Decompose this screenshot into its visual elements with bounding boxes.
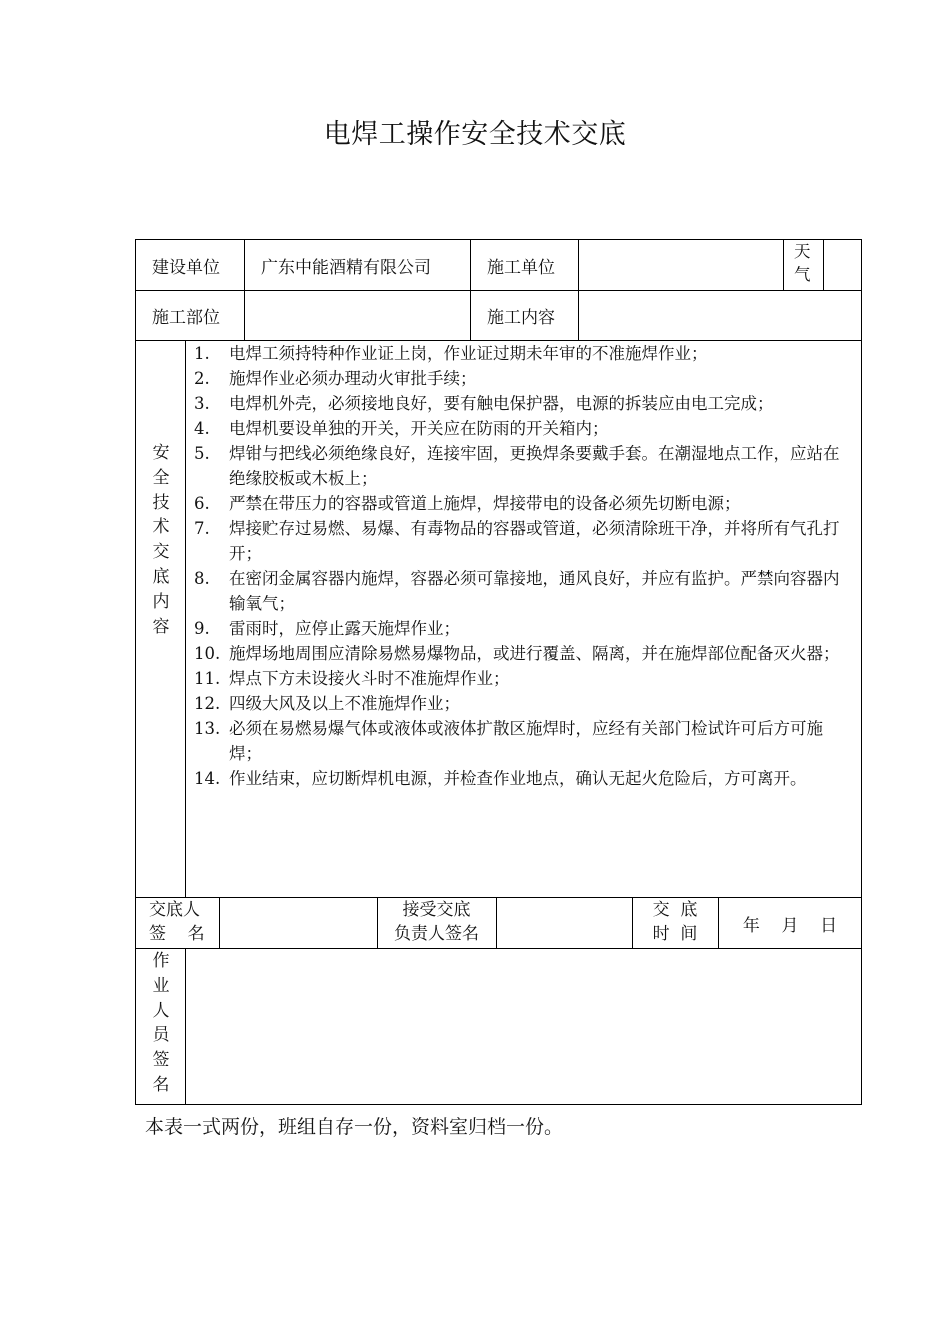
- column-divider: [185, 948, 186, 1105]
- safety-rule-number: 14.: [194, 769, 221, 788]
- safety-rule-text: 严禁在带压力的容器或管道上施焊，焊接带电的设备必须先切断电源；: [229, 494, 741, 513]
- safety-rules-list: [192, 341, 854, 791]
- safety-rule-text: 焊点下方未设接火斗时不准施焊作业；: [229, 669, 510, 688]
- footer-note: 本表一式两份，班组自存一份，资料室归档一份。: [145, 1116, 564, 1138]
- safety-rule-item: [192, 416, 854, 441]
- content-label-char: 安: [152, 443, 170, 463]
- workers-label-char: 名: [152, 1074, 170, 1095]
- safety-rule-number: 12.: [194, 694, 221, 713]
- content-label-char: 交: [152, 542, 170, 563]
- column-divider: [244, 239, 245, 340]
- safety-rule-text: 四级大风及以上不准施焊作业；: [229, 694, 460, 713]
- safety-rule-item: [192, 516, 854, 566]
- safety-rule-number: 13.: [194, 719, 221, 738]
- safety-rule-text: 电焊工须持特种作业证上岗，作业证过期未年审的不准施焊作业；: [229, 344, 708, 363]
- workers-signature-label: [149, 949, 173, 1098]
- safety-rule-item: [192, 491, 854, 516]
- safety-rule-text: 雷雨时，应停止露天施焊作业；: [229, 619, 460, 638]
- workers-label-char: 作: [152, 951, 170, 971]
- time-label-line: 交 底: [652, 900, 698, 920]
- workers-label-char: 员: [152, 1025, 170, 1046]
- briefer-signature-label: [149, 898, 205, 946]
- column-divider: [185, 340, 186, 897]
- column-divider: [470, 239, 471, 340]
- safety-rule-number: 1.: [194, 344, 210, 363]
- safety-rule-text: 焊接贮存过易燃、易爆、有毒物品的容器或管道，必须清除班干净，并将所有气孔打开；: [229, 519, 840, 563]
- workers-label-char: 人: [152, 1000, 170, 1021]
- content-label-char: 底: [152, 566, 170, 587]
- weather-label: [794, 240, 811, 286]
- safety-rule-number: 8.: [194, 569, 210, 588]
- safety-rule-text: 电焊机外壳，必须接地良好，要有触电保护器，电源的拆装应由电工完成；: [229, 394, 774, 413]
- workers-label-char: 业: [152, 975, 170, 996]
- construction-content-label: 施工内容: [487, 307, 555, 328]
- safety-rule-item: [192, 716, 854, 766]
- weather-label-line: 天: [794, 242, 811, 261]
- briefing-date-field[interactable]: 年 月 日: [742, 915, 838, 936]
- receiver-label-line: 接受交底: [402, 900, 471, 920]
- safety-rule-text: 作业结束，应切断焊机电源，并检查作业地点，确认无起火危险后，方可离开。: [229, 769, 807, 788]
- safety-rule-item: [192, 391, 854, 416]
- workers-label-char: 签: [152, 1050, 170, 1071]
- content-label-char: 技: [152, 492, 170, 513]
- safety-rule-text: 在密闭金属容器内施焊，容器必须可靠接地，通风良好，并应有监护。严禁向容器内输氧气；: [229, 569, 840, 613]
- safety-rule-item: [192, 641, 854, 666]
- content-label-char: 容: [152, 616, 170, 637]
- briefer-label-line: 交底人: [149, 900, 200, 920]
- safety-rule-number: 9.: [194, 619, 210, 638]
- safety-rule-text: 施焊场地周围应清除易燃易爆物品，或进行覆盖、隔离，并在施焊部位配备灭火器；: [229, 644, 840, 663]
- safety-rule-number: 2.: [194, 369, 210, 388]
- safety-rule-number: 6.: [194, 494, 210, 513]
- safety-rule-text: 施焊作业必须办理动火审批手续；: [229, 369, 477, 388]
- safety-rule-number: 7.: [194, 519, 210, 538]
- safety-rule-text: 电焊机要设单独的开关，开关应在防雨的开关箱内；: [229, 419, 609, 438]
- content-label-char: 术: [152, 517, 170, 538]
- column-divider: [823, 239, 824, 290]
- safety-rule-number: 5.: [194, 444, 210, 463]
- column-divider: [496, 897, 497, 948]
- safety-rule-number: 3.: [194, 394, 210, 413]
- briefer-label-line: 签 名: [149, 924, 205, 944]
- briefing-time-label: [632, 898, 718, 946]
- weather-label-line: 气: [794, 265, 811, 284]
- safety-rule-item: [192, 666, 854, 691]
- construction-unit-label: 建设单位: [152, 257, 220, 278]
- row-divider: [135, 948, 862, 949]
- column-divider: [783, 239, 784, 290]
- column-divider: [219, 897, 220, 948]
- time-label-line: 时 间: [652, 924, 698, 944]
- content-label-char: 全: [152, 467, 170, 488]
- construction-unit-value[interactable]: 广东中能酒精有限公司: [261, 257, 431, 278]
- safety-rule-number: 11.: [194, 669, 221, 688]
- receiver-label-line: 负责人签名: [394, 924, 479, 944]
- builder-unit-label: 施工单位: [487, 257, 555, 278]
- safety-rule-item: [192, 341, 854, 366]
- content-label-char: 内: [152, 591, 170, 612]
- safety-rule-item: [192, 691, 854, 716]
- safety-briefing-content-label: [149, 441, 173, 639]
- safety-rule-number: 10.: [194, 644, 221, 663]
- safety-rule-text: 焊钳与把线必须绝缘良好，连接牢固，更换焊条要戴手套。在潮湿地点工作，应站在绝缘胶板或木板上；: [229, 444, 840, 488]
- safety-rule-item: [192, 566, 854, 616]
- safety-rule-number: 4.: [194, 419, 210, 438]
- construction-part-label: 施工部位: [152, 307, 220, 328]
- column-divider: [578, 239, 579, 340]
- safety-rule-item: [192, 366, 854, 391]
- document-title: 电焊工操作安全技术交底: [323, 119, 627, 150]
- safety-rule-text: 必须在易燃易爆气体或液体或液体扩散区施焊时，应经有关部门检试许可后方可施焊；: [229, 719, 823, 763]
- safety-rule-item: [192, 441, 854, 491]
- safety-rule-item: [192, 616, 854, 641]
- receiver-signature-label: [377, 898, 496, 946]
- safety-rule-item: [192, 766, 854, 791]
